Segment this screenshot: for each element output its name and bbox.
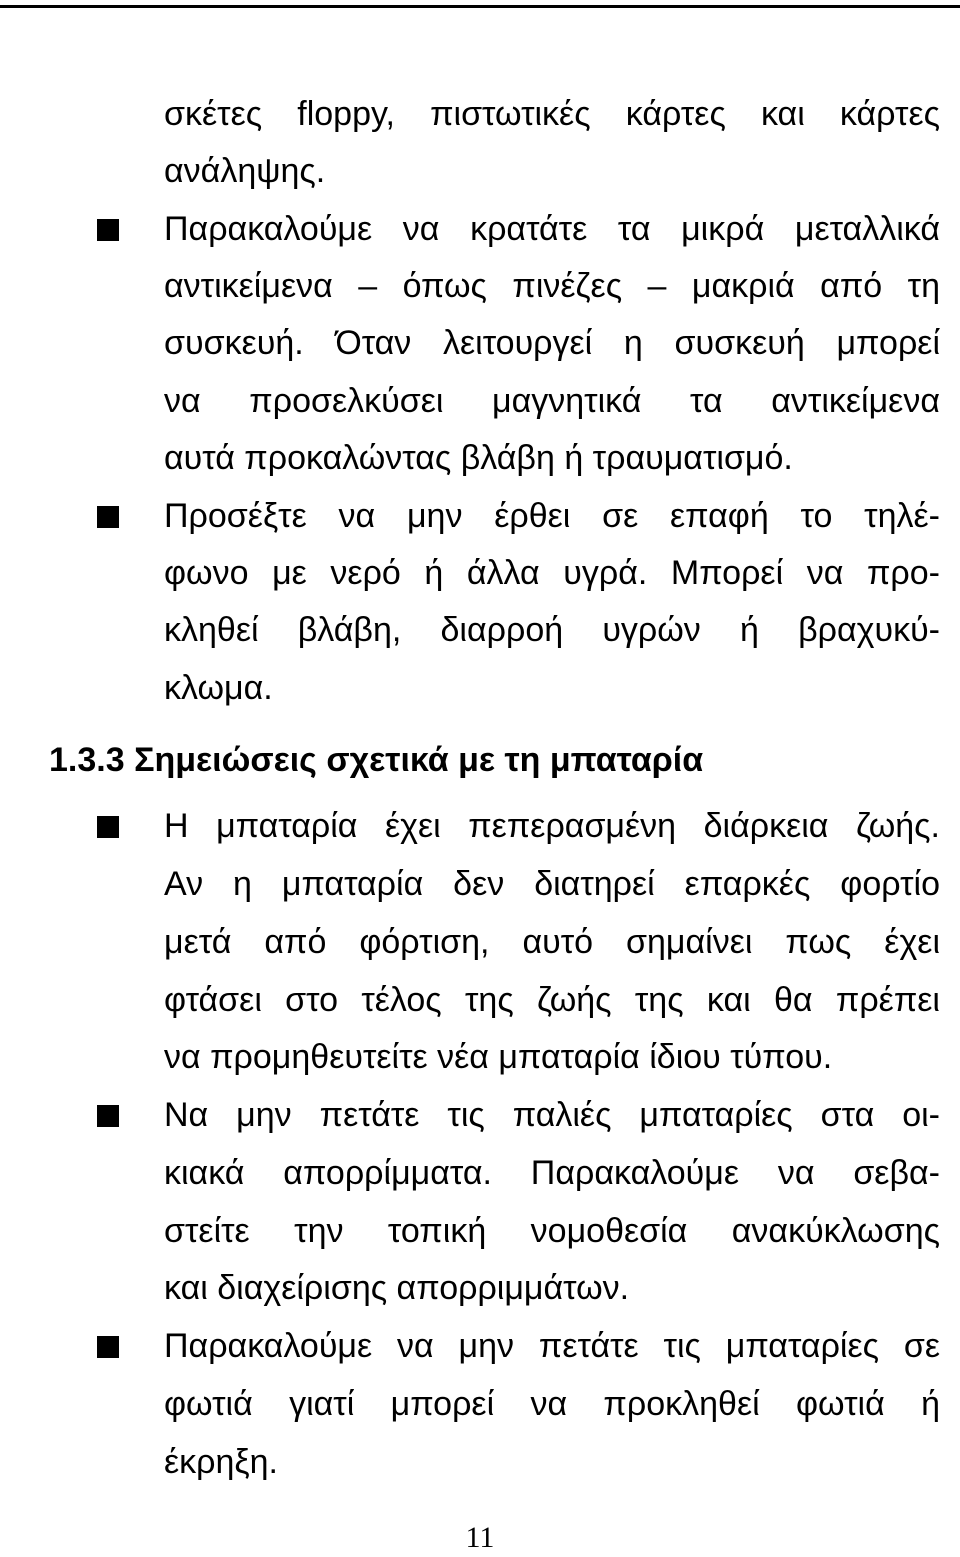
- bullet-2-line-4: κλωμα.: [164, 669, 273, 707]
- section-heading: 1.3.3 Σημειώσεις σχετικά με τη μπαταρία: [49, 741, 704, 779]
- bullet-square-icon: [97, 1336, 119, 1358]
- continuation-line-1: σκέτες floppy, πιστωτικές κάρτες και κάρτες: [164, 95, 940, 133]
- bullet-square-icon: [97, 816, 119, 838]
- continuation-line-2: ανάληψης.: [164, 152, 326, 190]
- page-number: 11: [465, 1521, 495, 1554]
- bullet-square-icon: [97, 506, 119, 528]
- bullet-1-line-2: αντικείμενα – όπως πινέζες – μακριά από τη: [164, 267, 940, 305]
- bullet-4-line-3: στείτε την τοπική νομοθεσία ανακύκλωσης: [164, 1212, 940, 1250]
- bullet-1-line-3: συσκευή. Όταν λειτουργεί η συσκευή μπορεί: [164, 324, 940, 362]
- bullet-3-line-2: Αν η μπαταρία δεν διατηρεί επαρκές φορτίο: [164, 865, 940, 903]
- bullet-4-line-1: Να μην πετάτε τις παλιές μπαταρίες στα οι-: [164, 1096, 940, 1134]
- bullet-3-line-3: μετά από φόρτιση, αυτό σημαίνει πως έχει: [164, 923, 940, 961]
- bullet-4-line-2: κιακά απορρίμματα. Παρακαλούμε να σεβα-: [164, 1154, 940, 1192]
- bullet-square-icon: [97, 1105, 119, 1127]
- bullet-1-line-1: Παρακαλούμε να κρατάτε τα μικρά μεταλλικά: [164, 210, 940, 248]
- bullet-square-icon: [97, 219, 119, 241]
- bullet-3-line-4: φτάσει στο τέλος της ζωής της και θα πρέπει: [164, 981, 940, 1019]
- bullet-5-line-2: φωτιά γιατί μπορεί να προκληθεί φωτιά ή: [164, 1385, 940, 1423]
- bullet-2-line-1: Προσέξτε να μην έρθει σε επαφή το τηλέ-: [164, 497, 940, 535]
- bullet-2-line-2: φωνο με νερό ή άλλα υγρά. Μπορεί να προ-: [164, 554, 940, 592]
- bullet-1-line-4: να προσελκύσει μαγνητικά τα αντικείμενα: [164, 382, 940, 420]
- bullet-3-line-5: να προμηθευτείτε νέα μπαταρία ίδιου τύπου.: [164, 1038, 833, 1076]
- bullet-5-line-1: Παρακαλούμε να μην πετάτε τις μπαταρίες σε: [164, 1327, 940, 1365]
- bullet-5-line-3: έκρηξη.: [164, 1443, 278, 1481]
- bullet-2-line-3: κληθεί βλάβη, διαρροή υγρών ή βραχυκύ-: [164, 611, 940, 649]
- bullet-3-line-1: Η μπαταρία έχει πεπερασμένη διάρκεια ζωής.: [164, 807, 940, 845]
- top-rule: [0, 5, 960, 8]
- bullet-4-line-4: και διαχείρισης απορριμμάτων.: [164, 1269, 630, 1307]
- bullet-1-line-5: αυτά προκαλώντας βλάβη ή τραυματισμό.: [164, 439, 793, 477]
